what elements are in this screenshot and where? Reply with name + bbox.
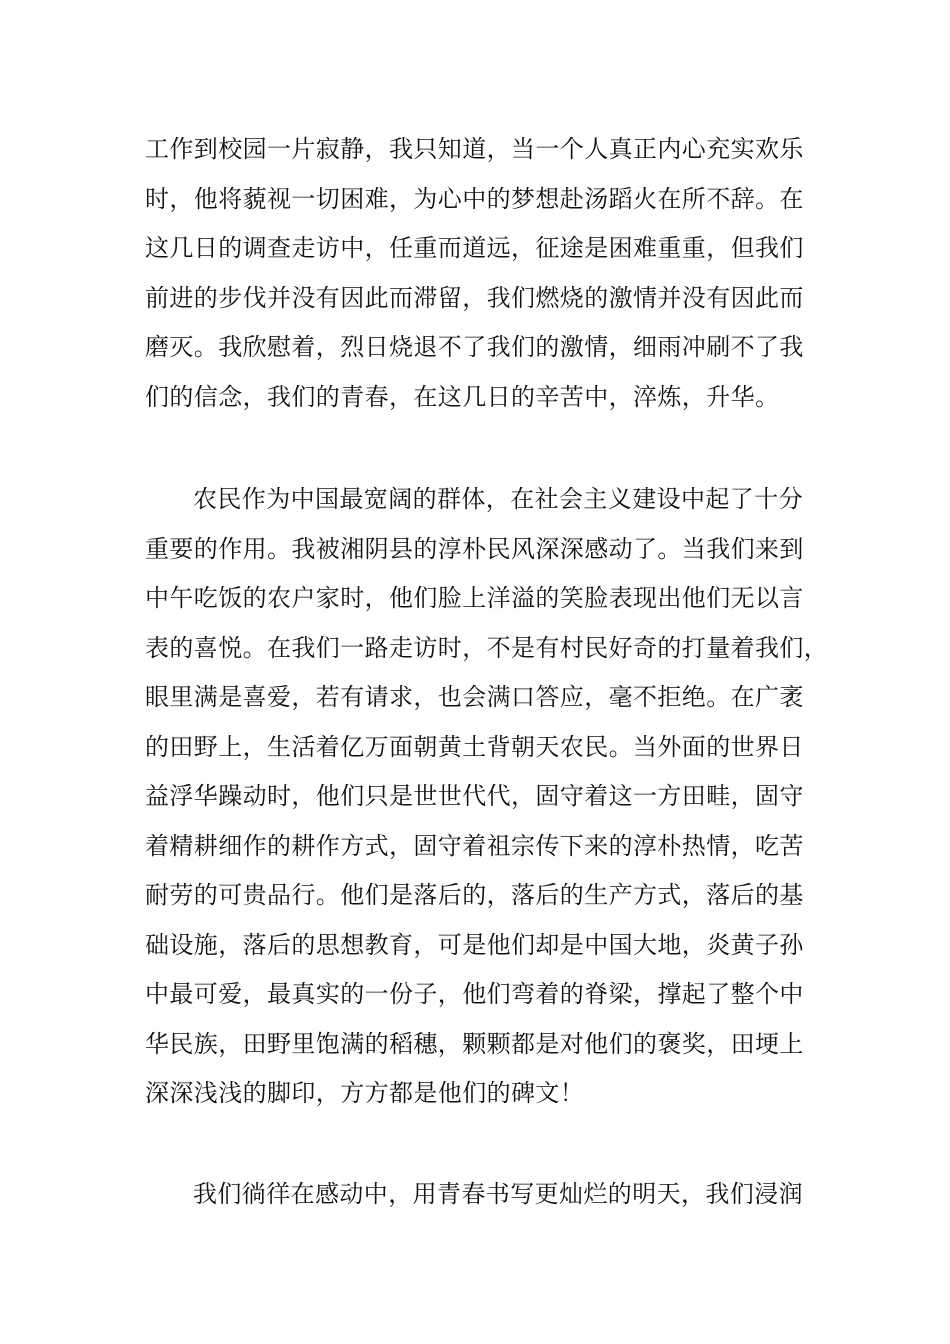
- text-line: 磨灭。我欣慰着，烈日烧退不了我们的激情，细雨冲刷不了我: [145, 333, 804, 361]
- text-line: 着精耕细作的耕作方式，固守着祖宗传下来的淳朴热情，吃苦: [145, 831, 804, 860]
- text-line: 耐劳的可贵品行。他们是落后的，落后的生产方式，落后的基: [145, 881, 804, 909]
- paragraph-2: [145, 475, 835, 1119]
- text-line: 重要的作用。我被湘阴县的淳朴民风深深感动了。当我们来到: [145, 534, 804, 563]
- text-line: 农民作为中国最宽阔的群体，在社会主义建设中起了十分: [193, 485, 803, 513]
- text-line: 眼里满是喜爱，若有请求，也会满口答应，毫不拒绝。在广袤: [145, 683, 804, 711]
- paragraph-3: [145, 1170, 835, 1220]
- text-line: 础设施，落后的思想教育，可是他们却是中国大地，炎黄子孙: [145, 930, 804, 959]
- text-line: 前进的步伐并没有因此而滞留，我们燃烧的激情并没有因此而: [145, 283, 804, 312]
- text-line: 工作到校园一片寂静，我只知道，当一个人真正内心充实欢乐: [145, 135, 804, 163]
- text-line: 我们徜徉在感动中，用青春书写更灿烂的明天，我们浸润: [193, 1180, 803, 1208]
- text-line: 中午吃饭的农户家时，他们脸上洋溢的笑脸表现出他们无以言: [145, 584, 804, 612]
- text-line: 益浮华躁动时，他们只是世世代代，固守着这一方田畦，固守: [145, 782, 804, 810]
- text-line: 表的喜悦。在我们一路走访时，不是有村民好奇的打量着我们，: [145, 633, 829, 662]
- text-line: 华民族，田野里饱满的稻穗，颗颗都是对他们的褒奖，田埂上: [145, 1029, 804, 1058]
- text-line: 这几日的调查走访中，任重而道远，征途是困难重重，但我们: [145, 234, 804, 262]
- text-line: 深深浅浅的脚印，方方都是他们的碑文！: [145, 1079, 585, 1107]
- text-line: 的田野上，生活着亿万面朝黄土背朝天农民。当外面的世界日: [145, 732, 804, 761]
- text-line: 中最可爱，最真实的一份子，他们弯着的脊梁，撑起了整个中: [145, 980, 804, 1008]
- text-line: 时，他将藐视一切困难，为心中的梦想赴汤蹈火在所不辞。在: [145, 184, 804, 213]
- paragraph-1: [145, 125, 835, 422]
- text-line: 们的信念，我们的青春，在这几日的辛苦中，淬炼，升华。: [145, 382, 780, 411]
